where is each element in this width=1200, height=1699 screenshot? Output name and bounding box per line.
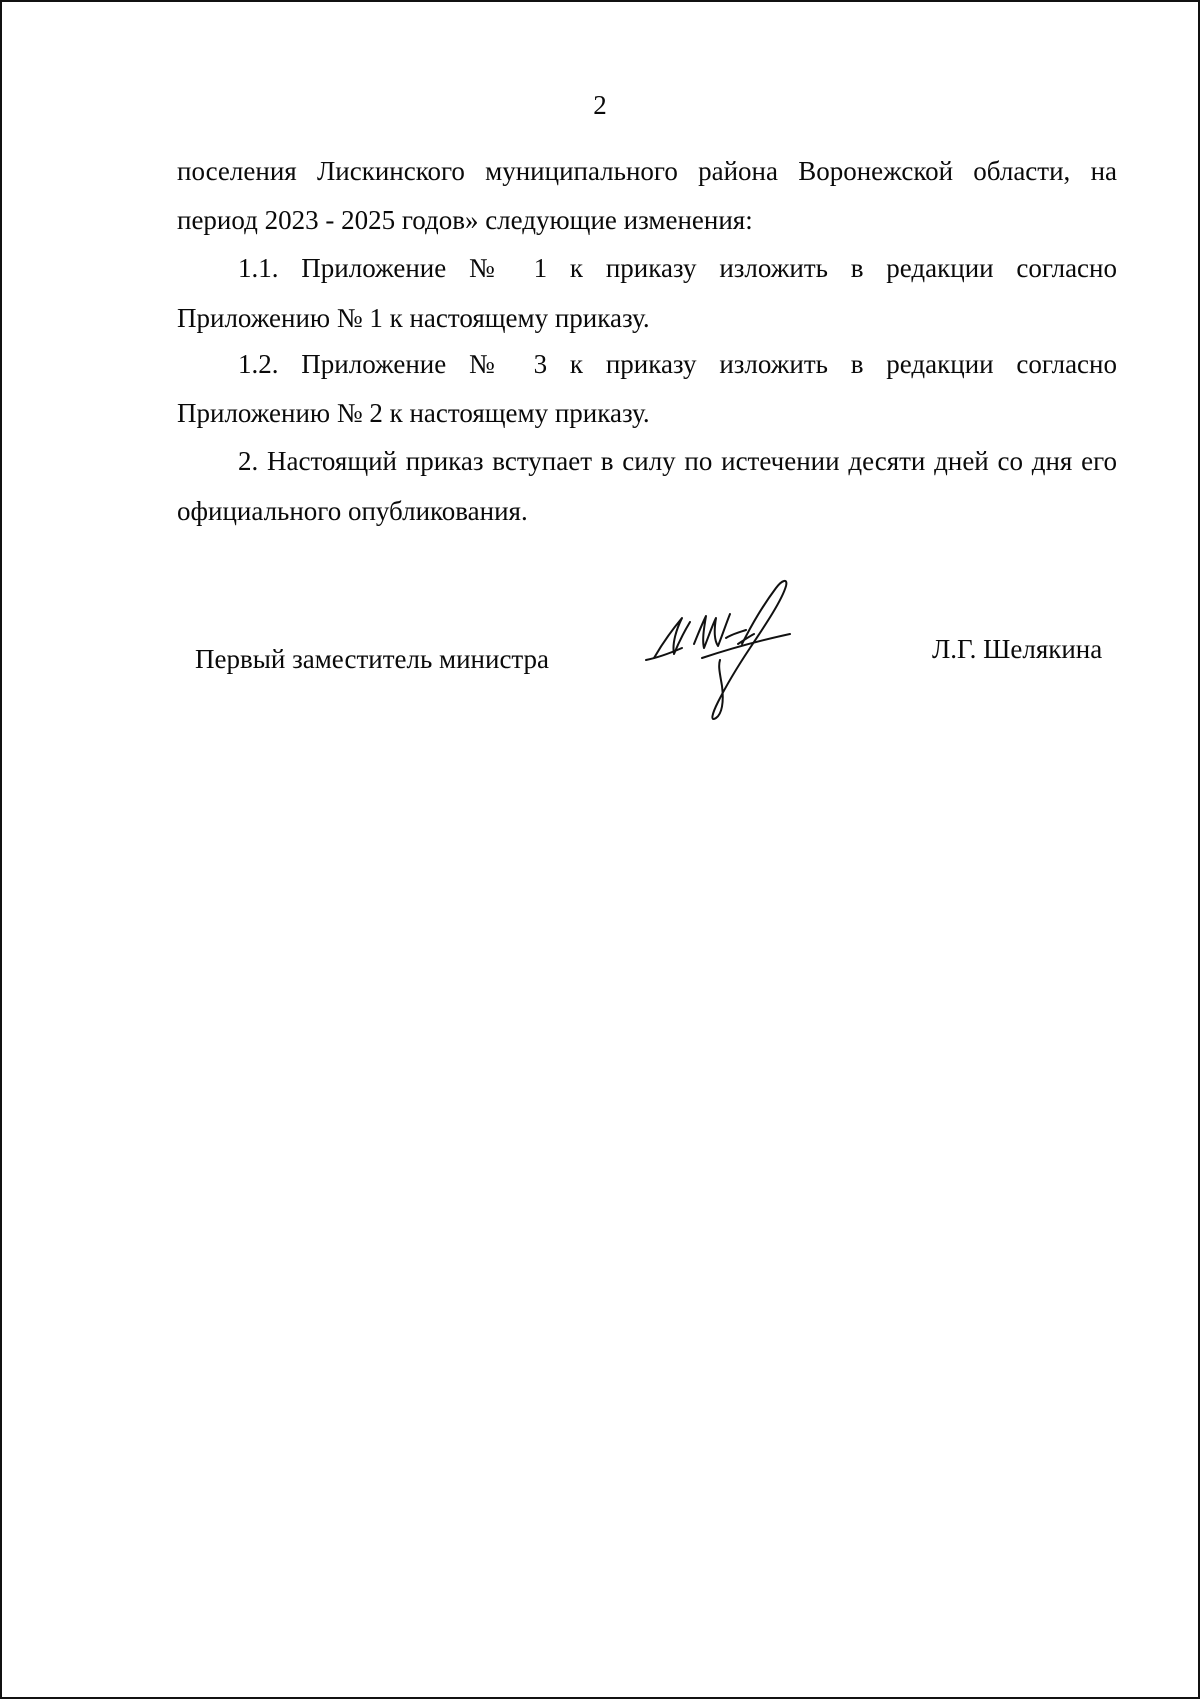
paragraph-1-1-line-1: 1.1. Приложение № 1 к приказу изложить в редакции согласно <box>238 253 1117 283</box>
paragraph-2-line-1: 2. Настоящий приказ вступает в силу по истечении десяти дней со дня его <box>238 446 1117 476</box>
paragraph-2-line-2: официального опубликования. <box>177 496 528 526</box>
paragraph-1-1-line-2: Приложению № 1 к настоящему приказу. <box>177 303 650 333</box>
paragraph-1-line-1: поселения Лискинского муниципального района Воронежской области, на <box>177 156 1117 186</box>
handwritten-signature <box>642 574 812 724</box>
page-number: 2 <box>593 90 607 120</box>
signatory-name: Л.Г. Шелякина <box>932 634 1103 664</box>
signatory-position: Первый заместитель министра <box>195 644 550 674</box>
paragraph-1-2-line-1: 1.2. Приложение № 3 к приказу изложить в редакции согласно <box>238 349 1117 379</box>
paragraph-1-2-line-2: Приложению № 2 к настоящему приказу. <box>177 398 650 428</box>
paragraph-1-line-2: период 2023 - 2025 годов» следующие изменения: <box>177 205 753 235</box>
